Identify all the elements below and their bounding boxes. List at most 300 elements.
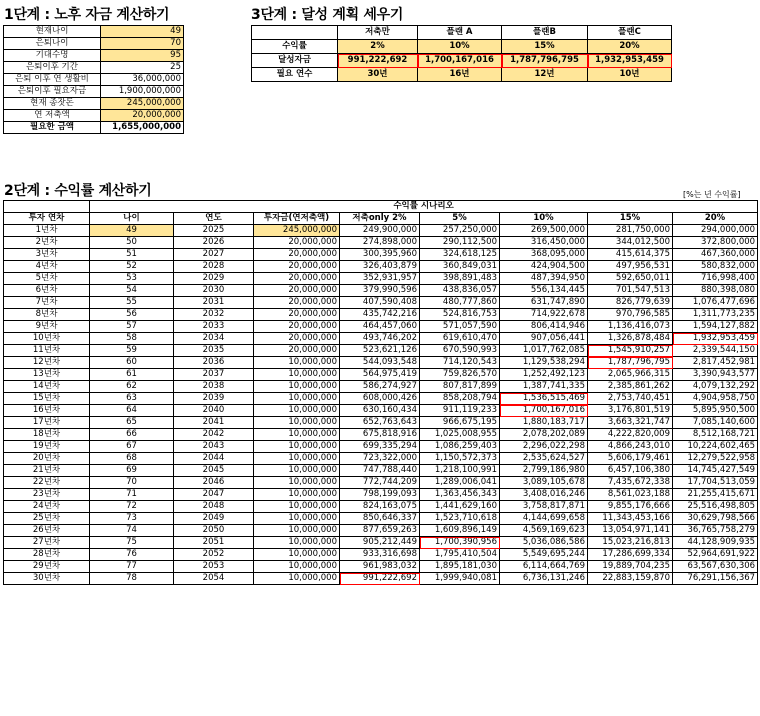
table-cell: 2032 — [174, 309, 254, 321]
table-cell: 30년차 — [4, 573, 90, 585]
fund-label: 필요한 금액 — [4, 122, 101, 134]
table-cell: 2034 — [174, 333, 254, 345]
table-cell: 3,390,943,577 — [673, 369, 758, 381]
table-cell: 10,000,000 — [254, 501, 340, 513]
fund-label: 연 저축액 — [4, 110, 101, 122]
table-cell: 619,610,470 — [420, 333, 500, 345]
table-row — [4, 381, 758, 393]
fund-label: 은퇴나이 — [4, 38, 101, 50]
plan-table — [251, 25, 672, 82]
table-cell: 1,700,167,016 — [500, 405, 588, 417]
table-cell: 2025 — [174, 225, 254, 237]
table-cell: 1,609,896,149 — [420, 525, 500, 537]
column-header: 투자금(연저축액) — [254, 213, 340, 225]
table-cell: 56 — [90, 309, 174, 321]
table-cell: 1년차 — [4, 225, 90, 237]
table-cell: 20,000,000 — [254, 237, 340, 249]
table-cell: 631,747,890 — [500, 297, 588, 309]
plan-cell: 1,932,953,459 — [588, 54, 672, 68]
table-cell: 4년차 — [4, 261, 90, 273]
column-header: 연도 — [174, 213, 254, 225]
table-cell: 1,017,762,085 — [500, 345, 588, 357]
table-cell: 58 — [90, 333, 174, 345]
table-cell: 480,777,860 — [420, 297, 500, 309]
plan-row — [252, 40, 672, 54]
table-cell: 3,089,105,678 — [500, 477, 588, 489]
table-cell: 1,700,390,956 — [420, 537, 500, 549]
table-cell: 22년차 — [4, 477, 90, 489]
table-cell: 716,998,400 — [673, 273, 758, 285]
table-cell: 2044 — [174, 453, 254, 465]
table-cell: 50 — [90, 237, 174, 249]
table-cell: 352,931,957 — [340, 273, 420, 285]
table-cell: 824,163,075 — [340, 501, 420, 513]
table-cell: 1,086,259,403 — [420, 441, 500, 453]
table-cell: 907,056,441 — [500, 333, 588, 345]
table-cell: 14,745,427,549 — [673, 465, 758, 477]
table-row — [4, 549, 758, 561]
table-cell: 2038 — [174, 381, 254, 393]
table-cell: 2045 — [174, 465, 254, 477]
table-cell: 290,112,500 — [420, 237, 500, 249]
table-cell: 4,904,958,750 — [673, 393, 758, 405]
table-row — [4, 225, 758, 237]
table-cell: 65 — [90, 417, 174, 429]
plan-cell: 30년 — [338, 68, 418, 82]
table-cell: 1,129,538,294 — [500, 357, 588, 369]
table-row — [4, 561, 758, 573]
table-cell: 21년차 — [4, 465, 90, 477]
table-cell: 379,990,596 — [340, 285, 420, 297]
table-cell: 2033 — [174, 321, 254, 333]
table-cell: 407,590,408 — [340, 297, 420, 309]
column-header: 나이 — [90, 213, 174, 225]
table-row — [4, 321, 758, 333]
table-cell: 1,363,456,343 — [420, 489, 500, 501]
table-cell: 21,255,415,671 — [673, 489, 758, 501]
unit-note: [%는 년 수익률] — [683, 190, 741, 199]
table-cell: 5,036,086,586 — [500, 537, 588, 549]
fund-row — [4, 110, 184, 122]
table-cell: 467,360,000 — [673, 249, 758, 261]
table-cell: 10,000,000 — [254, 513, 340, 525]
fund-label: 은퇴이후 기간 — [4, 62, 101, 74]
plan-column-header: 플랜C — [588, 26, 672, 40]
table-cell: 3년차 — [4, 249, 90, 261]
table-cell: 11,343,453,166 — [588, 513, 673, 525]
table-cell: 300,395,960 — [340, 249, 420, 261]
table-cell: 20,000,000 — [254, 345, 340, 357]
table-cell: 1,795,410,504 — [420, 549, 500, 561]
table-cell: 360,849,031 — [420, 261, 500, 273]
fund-label: 현재 종잣돈 — [4, 98, 101, 110]
table-cell: 2036 — [174, 357, 254, 369]
table-cell: 29년차 — [4, 561, 90, 573]
table-cell: 10,000,000 — [254, 429, 340, 441]
table-cell: 497,956,531 — [588, 261, 673, 273]
table-cell: 44,128,909,935 — [673, 537, 758, 549]
table-cell: 6,457,106,380 — [588, 465, 673, 477]
table-cell: 10,000,000 — [254, 369, 340, 381]
table-cell: 1,387,741,335 — [500, 381, 588, 393]
table-cell: 3,176,801,519 — [588, 405, 673, 417]
table-cell: 66 — [90, 429, 174, 441]
table-cell: 20,000,000 — [254, 333, 340, 345]
fund-row — [4, 26, 184, 38]
table-cell: 10,000,000 — [254, 393, 340, 405]
plan-row-label: 필요 연수 — [252, 68, 338, 82]
table-cell: 714,120,543 — [420, 357, 500, 369]
table-cell: 25년차 — [4, 513, 90, 525]
table-cell: 10,000,000 — [254, 465, 340, 477]
fund-value: 1,900,000,000 — [101, 86, 184, 98]
table-cell: 326,403,879 — [340, 261, 420, 273]
table-cell: 76 — [90, 549, 174, 561]
table-row — [4, 237, 758, 249]
table-row — [4, 249, 758, 261]
table-cell: 2050 — [174, 525, 254, 537]
table-cell: 10,000,000 — [254, 417, 340, 429]
table-cell: 10,000,000 — [254, 453, 340, 465]
table-cell: 580,832,000 — [673, 261, 758, 273]
table-cell: 2035 — [174, 345, 254, 357]
plan-cell: 10년 — [588, 68, 672, 82]
plan-cell: 10% — [418, 40, 502, 54]
table-cell: 269,500,000 — [500, 225, 588, 237]
table-cell: 2052 — [174, 549, 254, 561]
table-cell: 57 — [90, 321, 174, 333]
table-cell: 20,000,000 — [254, 261, 340, 273]
table-cell: 1,218,100,991 — [420, 465, 500, 477]
table-row — [4, 261, 758, 273]
table-cell: 4,222,820,009 — [588, 429, 673, 441]
table-cell: 1,999,940,081 — [420, 573, 500, 585]
table-cell: 1,787,796,795 — [588, 357, 673, 369]
column-header: 20% — [673, 213, 758, 225]
table-cell: 2028 — [174, 261, 254, 273]
table-cell: 10,000,000 — [254, 489, 340, 501]
fund-row — [4, 74, 184, 86]
fund-value[interactable]: 70 — [101, 38, 184, 50]
table-cell: 25,516,498,805 — [673, 501, 758, 513]
retirement-fund-table — [3, 25, 184, 134]
table-cell: 2037 — [174, 369, 254, 381]
table-cell: 2039 — [174, 393, 254, 405]
table-cell: 487,394,950 — [500, 273, 588, 285]
fund-value[interactable]: 95 — [101, 50, 184, 62]
table-cell: 5년차 — [4, 273, 90, 285]
table-cell: 12년차 — [4, 357, 90, 369]
table-cell: 2046 — [174, 477, 254, 489]
table-cell: 493,746,202 — [340, 333, 420, 345]
fund-row — [4, 50, 184, 62]
table-cell: 10,000,000 — [254, 477, 340, 489]
table-cell: 464,457,060 — [340, 321, 420, 333]
table-cell: 2029 — [174, 273, 254, 285]
table-cell: 60 — [90, 357, 174, 369]
fund-row — [4, 98, 184, 110]
plan-cell: 1,787,796,795 — [502, 54, 588, 68]
plan-row-label: 수익률 — [252, 40, 338, 54]
table-row — [4, 297, 758, 309]
table-row — [4, 273, 758, 285]
plan-corner — [252, 26, 338, 40]
table-cell: 699,335,294 — [340, 441, 420, 453]
table-cell: 911,119,233 — [420, 405, 500, 417]
table-cell: 2030 — [174, 285, 254, 297]
table-cell: 62 — [90, 381, 174, 393]
table-cell: 2047 — [174, 489, 254, 501]
table-cell: 15년차 — [4, 393, 90, 405]
table-cell: 11년차 — [4, 345, 90, 357]
table-cell: 16년차 — [4, 405, 90, 417]
table-cell: 23년차 — [4, 489, 90, 501]
table-cell: 2043 — [174, 441, 254, 453]
table-cell: 72 — [90, 501, 174, 513]
table-cell: 2042 — [174, 429, 254, 441]
table-cell: 415,614,375 — [588, 249, 673, 261]
plan-row — [252, 54, 672, 68]
table-row — [4, 537, 758, 549]
table-cell: 1,025,008,955 — [420, 429, 500, 441]
fund-label: 은퇴이후 필요자금 — [4, 86, 101, 98]
table-cell: 564,975,419 — [340, 369, 420, 381]
table-cell: 877,659,263 — [340, 525, 420, 537]
table-cell: 71 — [90, 489, 174, 501]
table-cell: 294,000,000 — [673, 225, 758, 237]
table-cell: 2,753,740,451 — [588, 393, 673, 405]
table-cell: 3,758,817,871 — [500, 501, 588, 513]
table-cell: 7년차 — [4, 297, 90, 309]
table-cell: 245,000,000 — [254, 225, 340, 237]
table-row — [4, 501, 758, 513]
table-cell: 20,000,000 — [254, 309, 340, 321]
table-cell: 8,512,168,721 — [673, 429, 758, 441]
table-cell: 806,414,946 — [500, 321, 588, 333]
table-cell: 76,291,156,367 — [673, 573, 758, 585]
plan-cell: 991,222,692 — [338, 54, 418, 68]
table-cell: 905,212,449 — [340, 537, 420, 549]
table-cell: 4,144,699,658 — [500, 513, 588, 525]
table-cell: 6,114,664,769 — [500, 561, 588, 573]
table-cell: 64 — [90, 405, 174, 417]
fund-row — [4, 62, 184, 74]
scenario-header-blank — [4, 201, 90, 213]
table-cell: 10,000,000 — [254, 561, 340, 573]
table-cell: 772,744,209 — [340, 477, 420, 489]
table-cell: 7,435,672,338 — [588, 477, 673, 489]
table-cell: 2,339,544,150 — [673, 345, 758, 357]
table-cell: 10,000,000 — [254, 573, 340, 585]
plan-column-header: 저축만 — [338, 26, 418, 40]
table-cell: 17년차 — [4, 417, 90, 429]
table-cell: 53 — [90, 273, 174, 285]
table-cell: 2048 — [174, 501, 254, 513]
fund-value[interactable]: 49 — [101, 26, 184, 38]
table-row — [4, 309, 758, 321]
table-cell: 2026 — [174, 237, 254, 249]
plan-cell: 1,700,167,016 — [418, 54, 502, 68]
table-cell: 2,535,624,527 — [500, 453, 588, 465]
table-cell: 1,252,492,123 — [500, 369, 588, 381]
table-cell: 9년차 — [4, 321, 90, 333]
table-cell: 1,880,183,717 — [500, 417, 588, 429]
table-row — [4, 393, 758, 405]
fund-row — [4, 122, 184, 134]
table-cell: 63 — [90, 393, 174, 405]
table-row — [4, 477, 758, 489]
stage2-title: 2단계 : 수익률 계산하기 — [4, 183, 152, 199]
table-cell: 5,606,179,461 — [588, 453, 673, 465]
table-cell: 424,904,500 — [500, 261, 588, 273]
plan-cell: 15% — [502, 40, 588, 54]
fund-value: 25 — [101, 62, 184, 74]
table-cell: 523,621,126 — [340, 345, 420, 357]
table-cell: 274,898,000 — [340, 237, 420, 249]
column-header: 저축only 2% — [340, 213, 420, 225]
table-cell: 1,150,572,373 — [420, 453, 500, 465]
table-row — [4, 525, 758, 537]
plan-column-header: 플랜 A — [418, 26, 502, 40]
table-cell: 19년차 — [4, 441, 90, 453]
table-cell: 17,286,699,334 — [588, 549, 673, 561]
plan-row-label: 달성자금 — [252, 54, 338, 68]
table-cell: 22,883,159,870 — [588, 573, 673, 585]
table-cell: 74 — [90, 525, 174, 537]
table-cell: 1,594,127,882 — [673, 321, 758, 333]
table-cell: 54 — [90, 285, 174, 297]
table-cell: 4,079,132,292 — [673, 381, 758, 393]
column-header: 10% — [500, 213, 588, 225]
table-row — [4, 573, 758, 585]
table-cell: 608,000,426 — [340, 393, 420, 405]
table-row — [4, 489, 758, 501]
table-cell: 970,796,585 — [588, 309, 673, 321]
table-cell: 344,012,500 — [588, 237, 673, 249]
table-cell: 2054 — [174, 573, 254, 585]
table-cell: 73 — [90, 513, 174, 525]
plan-cell: 20% — [588, 40, 672, 54]
table-cell: 2,385,861,262 — [588, 381, 673, 393]
table-cell: 24년차 — [4, 501, 90, 513]
table-cell: 10년차 — [4, 333, 90, 345]
table-cell: 281,750,000 — [588, 225, 673, 237]
table-cell: 1,136,416,073 — [588, 321, 673, 333]
table-cell: 5,895,950,500 — [673, 405, 758, 417]
table-cell: 714,922,678 — [500, 309, 588, 321]
table-cell: 850,646,337 — [340, 513, 420, 525]
table-cell: 10,000,000 — [254, 405, 340, 417]
table-cell: 592,650,011 — [588, 273, 673, 285]
table-cell: 2040 — [174, 405, 254, 417]
table-cell: 2051 — [174, 537, 254, 549]
table-cell: 807,817,899 — [420, 381, 500, 393]
table-cell: 51 — [90, 249, 174, 261]
table-cell: 10,000,000 — [254, 441, 340, 453]
table-cell: 59 — [90, 345, 174, 357]
plan-column-header: 플랜B — [502, 26, 588, 40]
column-header: 5% — [420, 213, 500, 225]
table-cell: 8년차 — [4, 309, 90, 321]
table-cell: 20,000,000 — [254, 273, 340, 285]
table-cell: 4,569,169,623 — [500, 525, 588, 537]
table-cell: 52 — [90, 261, 174, 273]
table-cell: 6,736,131,246 — [500, 573, 588, 585]
plan-header-row — [252, 26, 672, 40]
table-cell: 1,545,910,257 — [588, 345, 673, 357]
table-cell: 75 — [90, 537, 174, 549]
table-cell: 78 — [90, 573, 174, 585]
fund-label: 기대수명 — [4, 50, 101, 62]
table-cell: 6년차 — [4, 285, 90, 297]
table-cell: 55 — [90, 297, 174, 309]
table-cell: 723,322,000 — [340, 453, 420, 465]
table-cell: 63,567,630,306 — [673, 561, 758, 573]
table-row — [4, 369, 758, 381]
table-cell: 556,134,445 — [500, 285, 588, 297]
stage1-title: 1단계 : 노후 자금 계산하기 — [4, 7, 170, 23]
table-cell: 880,398,080 — [673, 285, 758, 297]
table-cell: 2,078,202,089 — [500, 429, 588, 441]
fund-value: 36,000,000 — [101, 74, 184, 86]
scenario-header: 수익률 시나리오 — [90, 201, 758, 213]
table-cell: 5,549,695,244 — [500, 549, 588, 561]
table-cell: 13년차 — [4, 369, 90, 381]
table-row — [4, 441, 758, 453]
table-cell: 10,224,602,465 — [673, 441, 758, 453]
table-cell: 961,983,032 — [340, 561, 420, 573]
table-cell: 2053 — [174, 561, 254, 573]
table-cell: 9,855,176,666 — [588, 501, 673, 513]
table-cell: 4,866,243,010 — [588, 441, 673, 453]
table-cell: 966,675,195 — [420, 417, 500, 429]
table-cell: 675,818,916 — [340, 429, 420, 441]
table-cell: 26년차 — [4, 525, 90, 537]
table-row — [4, 285, 758, 297]
table-cell: 13,054,971,141 — [588, 525, 673, 537]
table-cell: 17,704,513,059 — [673, 477, 758, 489]
table-cell: 8,561,023,188 — [588, 489, 673, 501]
table-cell: 61 — [90, 369, 174, 381]
table-cell: 2,065,966,315 — [588, 369, 673, 381]
fund-value[interactable]: 20,000,000 — [101, 110, 184, 122]
table-cell: 2041 — [174, 417, 254, 429]
table-cell: 12,279,522,958 — [673, 453, 758, 465]
table-cell: 2049 — [174, 513, 254, 525]
table-cell: 67 — [90, 441, 174, 453]
table-cell: 798,199,093 — [340, 489, 420, 501]
table-cell: 2년차 — [4, 237, 90, 249]
stage3-title: 3단계 : 달성 계획 세우기 — [251, 7, 404, 23]
plan-cell: 12년 — [502, 68, 588, 82]
table-cell: 324,618,125 — [420, 249, 500, 261]
table-cell: 435,742,216 — [340, 309, 420, 321]
column-header: 투자 연차 — [4, 213, 90, 225]
table-cell: 30,629,798,566 — [673, 513, 758, 525]
table-cell: 257,250,000 — [420, 225, 500, 237]
table-cell: 28년차 — [4, 549, 90, 561]
table-cell: 77 — [90, 561, 174, 573]
table-row — [4, 429, 758, 441]
table-cell: 70 — [90, 477, 174, 489]
table-cell: 858,208,794 — [420, 393, 500, 405]
table-row — [4, 513, 758, 525]
table-row — [4, 405, 758, 417]
table-cell: 19,889,704,235 — [588, 561, 673, 573]
table-cell: 1,441,629,160 — [420, 501, 500, 513]
table-cell: 20년차 — [4, 453, 90, 465]
fund-value[interactable]: 245,000,000 — [101, 98, 184, 110]
